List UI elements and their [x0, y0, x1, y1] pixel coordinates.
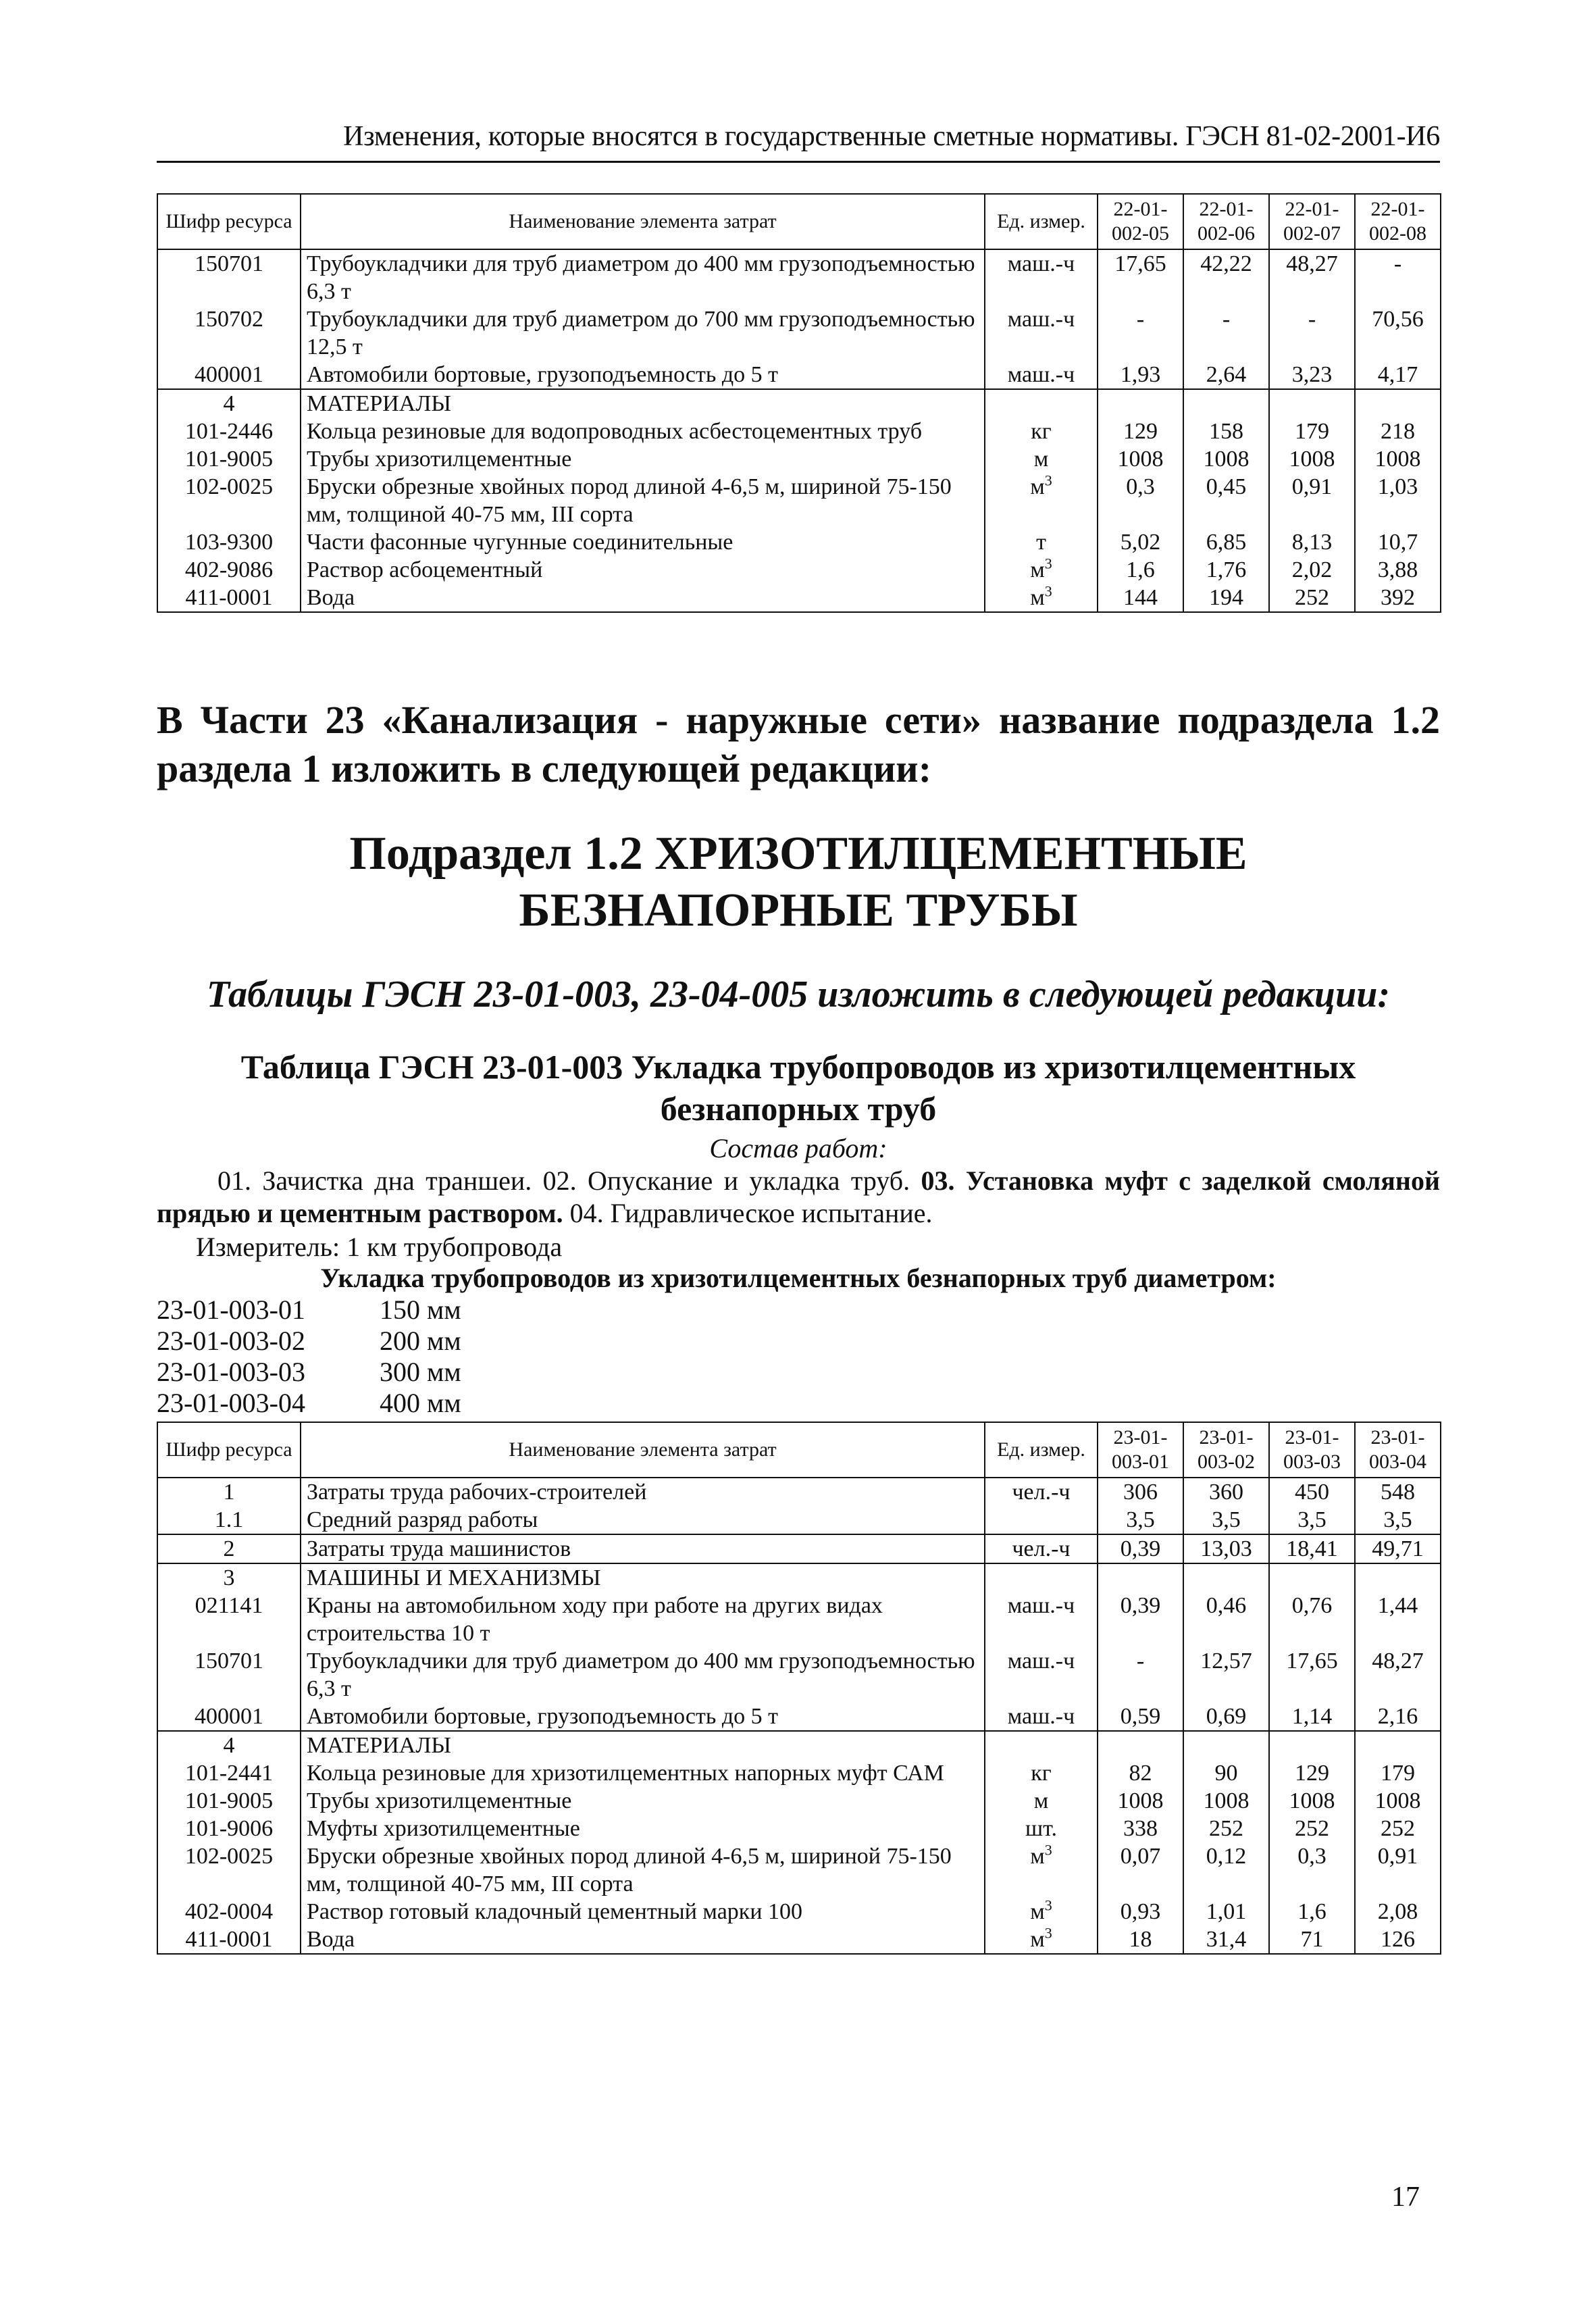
norm-value: 129: [1098, 418, 1183, 445]
col-header-norm: 23-01-003-02: [1183, 1422, 1269, 1478]
resource-code: 102-0025: [157, 1842, 301, 1898]
unit-power: 3: [1044, 472, 1052, 489]
resource-name: Вода: [301, 1926, 985, 1954]
resource-unit: маш.-ч: [985, 249, 1098, 305]
table-row: [157, 1478, 1441, 1506]
norm-value: 179: [1355, 1759, 1441, 1787]
norm-value: 548: [1355, 1478, 1441, 1506]
norm-value: 0,39: [1098, 1592, 1183, 1647]
col-header-name: Наименование элемента затрат: [301, 1422, 985, 1478]
norm-value: 179: [1269, 418, 1355, 445]
table-row: [157, 418, 1441, 445]
norm-value: 82: [1098, 1759, 1183, 1787]
works-part: 04. Гидравлическое испытание.: [563, 1198, 933, 1228]
norm-value: 6,85: [1183, 528, 1269, 556]
norm-value: 5,02: [1098, 528, 1183, 556]
norm-value: -: [1098, 305, 1183, 361]
col-header-norm: 22-01-002-05: [1098, 194, 1183, 249]
resource-unit: маш.-ч: [985, 361, 1098, 389]
unit-power: 3: [1044, 1924, 1052, 1942]
resource-name: Бруски обрезные хвойных пород длиной 4-6,5 м, шириной 75-150 мм, толщиной 40-75 мм, III сорта: [301, 473, 985, 528]
unit-text: м: [1030, 1844, 1045, 1869]
norm-value: 0,07: [1098, 1842, 1183, 1898]
resource-table-23-01-003: [157, 1422, 1441, 1955]
resource-unit: кг: [985, 418, 1098, 445]
norm-value: 3,5: [1355, 1506, 1441, 1534]
norm-value: 1008: [1269, 1787, 1355, 1815]
unit-text: м: [1030, 474, 1045, 499]
table-row: [157, 249, 1441, 305]
norm-value: 1,6: [1269, 1898, 1355, 1926]
section-code: 3: [157, 1563, 301, 1592]
table-row: [157, 528, 1441, 556]
norm-value: 450: [1269, 1478, 1355, 1506]
norm-value: 42,22: [1183, 249, 1269, 305]
norm-value: 252: [1183, 1815, 1269, 1842]
resource-code: 402-0004: [157, 1898, 301, 1926]
norm-value: 126: [1355, 1926, 1441, 1954]
resource-code: 102-0025: [157, 473, 301, 528]
resource-unit: [985, 473, 1098, 528]
resource-unit: [985, 1842, 1098, 1898]
variant-code: 23-01-003-02: [157, 1326, 305, 1356]
resource-name: Средний разряд работы: [301, 1506, 985, 1534]
norm-value: 1008: [1183, 1787, 1269, 1815]
table-row: [157, 584, 1441, 612]
table-header-row: [157, 1422, 1441, 1478]
col-header-unit: Ед. измер.: [985, 1422, 1098, 1478]
resource-code: 101-9006: [157, 1815, 301, 1842]
section-code: 4: [157, 1731, 301, 1759]
table-row: [157, 1787, 1441, 1815]
norm-value: 194: [1183, 584, 1269, 612]
norm-value: 1,93: [1098, 361, 1183, 389]
list-item: [157, 1357, 461, 1388]
resource-unit: кг: [985, 1759, 1098, 1787]
norm-value: 10,7: [1355, 528, 1441, 556]
list-item: [157, 1294, 461, 1326]
table-row: [157, 1926, 1441, 1954]
resource-unit: м: [985, 445, 1098, 473]
norm-value: 1008: [1355, 1787, 1441, 1815]
running-header: Изменения, которые вносятся в государственные сметные нормативы. ГЭСН 81-02-2001-И6: [343, 121, 1440, 152]
table-row: [157, 1534, 1441, 1563]
resource-code: 400001: [157, 361, 301, 389]
resource-name: Затраты труда рабочих-строителей: [301, 1478, 985, 1506]
resource-table-22-01-002: [157, 193, 1441, 613]
table-row: [157, 1815, 1441, 1842]
section-row: [157, 1731, 1441, 1759]
resource-name: Бруски обрезные хвойных пород длиной 4-6,5 м, шириной 75-150 мм, толщиной 40-75 мм, III сорта: [301, 1842, 985, 1898]
section-title: МАТЕРИАЛЫ: [301, 389, 985, 418]
norm-value: 18,41: [1269, 1534, 1355, 1563]
table-row: [157, 1703, 1441, 1731]
resource-code: 1.1: [157, 1506, 301, 1534]
norm-value: 360: [1183, 1478, 1269, 1506]
unit-power: 3: [1044, 555, 1052, 572]
work-composition-text: [157, 1165, 1440, 1230]
norm-value: 1,14: [1269, 1703, 1355, 1731]
section-row: [157, 389, 1441, 418]
unit-text: м: [1030, 585, 1045, 610]
variant-code: 23-01-003-03: [157, 1357, 305, 1387]
resource-code: 150702: [157, 305, 301, 361]
norm-value: 252: [1269, 584, 1355, 612]
resource-unit: [985, 1898, 1098, 1926]
norm-value: 0,46: [1183, 1592, 1269, 1647]
resource-name: Кольца резиновые для водопроводных асбестоцементных труб: [301, 418, 985, 445]
norm-value: 17,65: [1269, 1647, 1355, 1703]
norm-value: -: [1355, 249, 1441, 305]
table-row: [157, 1506, 1441, 1534]
works-part-bold: 03. Установка муфт с заделкой смоляной прядью и цементным раствором.: [157, 1165, 1440, 1228]
norm-value: 392: [1355, 584, 1441, 612]
col-header-norm: 22-01-002-06: [1183, 194, 1269, 249]
norm-value: 306: [1098, 1478, 1183, 1506]
variant-size: 200 мм: [380, 1326, 461, 1356]
table-row: [157, 556, 1441, 584]
unit-text: м: [1030, 1899, 1045, 1924]
norm-value: 1008: [1098, 445, 1183, 473]
resource-code: 101-9005: [157, 1787, 301, 1815]
resource-unit: [985, 556, 1098, 584]
table-row: [157, 305, 1441, 361]
unit-text: м: [1030, 1927, 1045, 1952]
norm-value: 0,93: [1098, 1898, 1183, 1926]
norm-value: 1008: [1269, 445, 1355, 473]
resource-code: 411-0001: [157, 1926, 301, 1954]
header-rule: [157, 161, 1440, 163]
section-code: 4: [157, 389, 301, 418]
page-number: 17: [1391, 2182, 1420, 2213]
norm-value: -: [1269, 305, 1355, 361]
resource-name: Трубоукладчики для труб диаметром до 400 мм грузоподъемностью 6,3 т: [301, 249, 985, 305]
work-composition-label: Состав работ:: [709, 1133, 887, 1163]
subsection-title: Подраздел 1.2 ХРИЗОТИЛЦЕМЕНТНЫЕ БЕЗНАПОРНЫЕ ТРУБЫ: [349, 828, 1247, 936]
measurement-unit: Измеритель: 1 км трубопровода: [196, 1232, 563, 1262]
col-header-code: Шифр ресурса: [157, 1422, 301, 1478]
variant-code: 23-01-003-01: [157, 1294, 305, 1325]
norm-value: 1,76: [1183, 556, 1269, 584]
norm-value: 0,3: [1098, 473, 1183, 528]
norm-value: 2,64: [1183, 361, 1269, 389]
resource-unit: маш.-ч: [985, 1592, 1098, 1647]
norm-value: 48,27: [1355, 1647, 1441, 1703]
norm-value: 0,3: [1269, 1842, 1355, 1898]
col-header-norm: 23-01-003-01: [1098, 1422, 1183, 1478]
norm-value: 1,44: [1355, 1592, 1441, 1647]
resource-name: Автомобили бортовые, грузоподъемность до 5 т: [301, 361, 985, 389]
resource-unit: маш.-ч: [985, 1647, 1098, 1703]
norm-value: 2,02: [1269, 556, 1355, 584]
resource-unit: маш.-ч: [985, 305, 1098, 361]
resource-name: Раствор асбоцементный: [301, 556, 985, 584]
resource-code: 101-2441: [157, 1759, 301, 1787]
resource-name: Трубоукладчики для труб диаметром до 400 мм грузоподъемностью 6,3 т: [301, 1647, 985, 1703]
norm-value: 49,71: [1355, 1534, 1441, 1563]
norm-value: 0,59: [1098, 1703, 1183, 1731]
norm-value: 252: [1355, 1815, 1441, 1842]
variants-heading: Укладка трубопроводов из хризотилцементных безнапорных труб диаметром:: [320, 1263, 1277, 1293]
resource-name: Затраты труда машинистов: [301, 1534, 985, 1563]
resource-name: Трубы хризотилцементные: [301, 1787, 985, 1815]
resource-code: 103-9300: [157, 528, 301, 556]
list-item: [157, 1326, 461, 1357]
resource-code: 101-9005: [157, 445, 301, 473]
col-header-unit: Ед. измер.: [985, 194, 1098, 249]
variant-size: 300 мм: [380, 1357, 461, 1387]
resource-name: Автомобили бортовые, грузоподъемность до 5 т: [301, 1703, 985, 1731]
norm-value: 3,88: [1355, 556, 1441, 584]
norm-value: 17,65: [1098, 249, 1183, 305]
table-row: [157, 1592, 1441, 1647]
norm-value: 338: [1098, 1815, 1183, 1842]
resource-unit: м: [985, 1787, 1098, 1815]
resource-name: Вода: [301, 584, 985, 612]
resource-code: 1: [157, 1478, 301, 1506]
norm-value: 1008: [1183, 445, 1269, 473]
variant-size: 150 мм: [380, 1294, 461, 1325]
resource-unit: т: [985, 528, 1098, 556]
col-header-norm: 22-01-002-08: [1355, 194, 1441, 249]
norm-value: 129: [1269, 1759, 1355, 1787]
norm-value: 3,5: [1098, 1506, 1183, 1534]
norm-value: -: [1183, 305, 1269, 361]
table-row: [157, 1759, 1441, 1787]
norm-value: 90: [1183, 1759, 1269, 1787]
resource-name: Раствор готовый кладочный цементный марки 100: [301, 1898, 985, 1926]
norm-value: 3,5: [1269, 1506, 1355, 1534]
norm-value: 252: [1269, 1815, 1355, 1842]
table-row: [157, 1842, 1441, 1898]
norm-value: 0,12: [1183, 1842, 1269, 1898]
col-header-name: Наименование элемента затрат: [301, 194, 985, 249]
table-row: [157, 361, 1441, 389]
tables-instruction: Таблицы ГЭСН 23-01-003, 23-04-005 изложить в следующей редакции:: [206, 974, 1391, 1015]
resource-name: Кольца резиновые для хризотилцементных напорных муфт САМ: [301, 1759, 985, 1787]
col-header-norm: 23-01-003-04: [1355, 1422, 1441, 1478]
norm-value: 2,08: [1355, 1898, 1441, 1926]
resource-name: Трубы хризотилцементные: [301, 445, 985, 473]
resource-code: 411-0001: [157, 584, 301, 612]
resource-code: 021141: [157, 1592, 301, 1647]
resource-code: 2: [157, 1534, 301, 1563]
resource-unit: маш.-ч: [985, 1703, 1098, 1731]
resource-code: 150701: [157, 1647, 301, 1703]
resource-unit: [985, 1926, 1098, 1954]
norm-value: 1008: [1098, 1787, 1183, 1815]
list-item: [157, 1388, 461, 1419]
resource-name: Части фасонные чугунные соединительные: [301, 528, 985, 556]
unit-text: м: [1030, 557, 1045, 582]
amendment-heading: В Части 23 «Канализация - наружные сети» название подраздела 1.2 раздела 1 изложить в следующей редакции:: [157, 698, 1440, 790]
norm-value: 3,23: [1269, 361, 1355, 389]
norm-value: 12,57: [1183, 1647, 1269, 1703]
table-row: [157, 473, 1441, 528]
norm-value: 48,27: [1269, 249, 1355, 305]
resource-unit: шт.: [985, 1815, 1098, 1842]
resource-name: Краны на автомобильном ходу при работе на других видах строительства 10 т: [301, 1592, 985, 1647]
variant-code: 23-01-003-04: [157, 1388, 305, 1418]
norm-value: 3,5: [1183, 1506, 1269, 1534]
col-header-norm: 23-01-003-03: [1269, 1422, 1355, 1478]
section-title: МАШИНЫ И МЕХАНИЗМЫ: [301, 1563, 985, 1592]
table-row: [157, 445, 1441, 473]
section-title: МАТЕРИАЛЫ: [301, 1731, 985, 1759]
norm-value: 71: [1269, 1926, 1355, 1954]
table-row: [157, 1647, 1441, 1703]
resource-name: Муфты хризотилцементные: [301, 1815, 985, 1842]
variants-list: [157, 1294, 461, 1419]
resource-unit: [985, 584, 1098, 612]
norm-value: 0,69: [1183, 1703, 1269, 1731]
col-header-norm: 22-01-002-07: [1269, 194, 1355, 249]
unit-power: 3: [1044, 1896, 1052, 1914]
unit-power: 3: [1044, 1841, 1052, 1859]
norm-value: 1,01: [1183, 1898, 1269, 1926]
norm-value: 31,4: [1183, 1926, 1269, 1954]
col-header-code: Шифр ресурса: [157, 194, 301, 249]
resource-unit: [985, 1506, 1098, 1534]
resource-code: 150701: [157, 249, 301, 305]
resource-unit: чел.-ч: [985, 1534, 1098, 1563]
resource-code: 400001: [157, 1703, 301, 1731]
table-row: [157, 1898, 1441, 1926]
section-row: [157, 1563, 1441, 1592]
norm-value: 8,13: [1269, 528, 1355, 556]
norm-value: 218: [1355, 418, 1441, 445]
norm-value: 1008: [1355, 445, 1441, 473]
variant-size: 400 мм: [380, 1388, 461, 1418]
table-title: Таблица ГЭСН 23-01-003 Укладка трубопроводов из хризотилцементных безнапорных труб: [240, 1048, 1356, 1128]
norm-value: 0,45: [1183, 473, 1269, 528]
norm-value: 13,03: [1183, 1534, 1269, 1563]
resource-code: 402-9086: [157, 556, 301, 584]
norm-value: 4,17: [1355, 361, 1441, 389]
norm-value: 18: [1098, 1926, 1183, 1954]
norm-value: 0,91: [1269, 473, 1355, 528]
norm-value: 0,91: [1355, 1842, 1441, 1898]
works-part: 01. Зачистка дна траншеи. 02. Опускание и укладка труб.: [217, 1165, 921, 1196]
unit-power: 3: [1044, 582, 1052, 600]
norm-value: 0,39: [1098, 1534, 1183, 1563]
resource-code: 101-2446: [157, 418, 301, 445]
table-header-row: [157, 194, 1441, 249]
norm-value: 1,6: [1098, 556, 1183, 584]
norm-value: 158: [1183, 418, 1269, 445]
resource-name: Трубоукладчики для труб диаметром до 700 мм грузоподъемностью 12,5 т: [301, 305, 985, 361]
norm-value: 144: [1098, 584, 1183, 612]
norm-value: 0,76: [1269, 1592, 1355, 1647]
norm-value: 1,03: [1355, 473, 1441, 528]
norm-value: 2,16: [1355, 1703, 1441, 1731]
norm-value: 70,56: [1355, 305, 1441, 361]
norm-value: -: [1098, 1647, 1183, 1703]
resource-unit: чел.-ч: [985, 1478, 1098, 1506]
